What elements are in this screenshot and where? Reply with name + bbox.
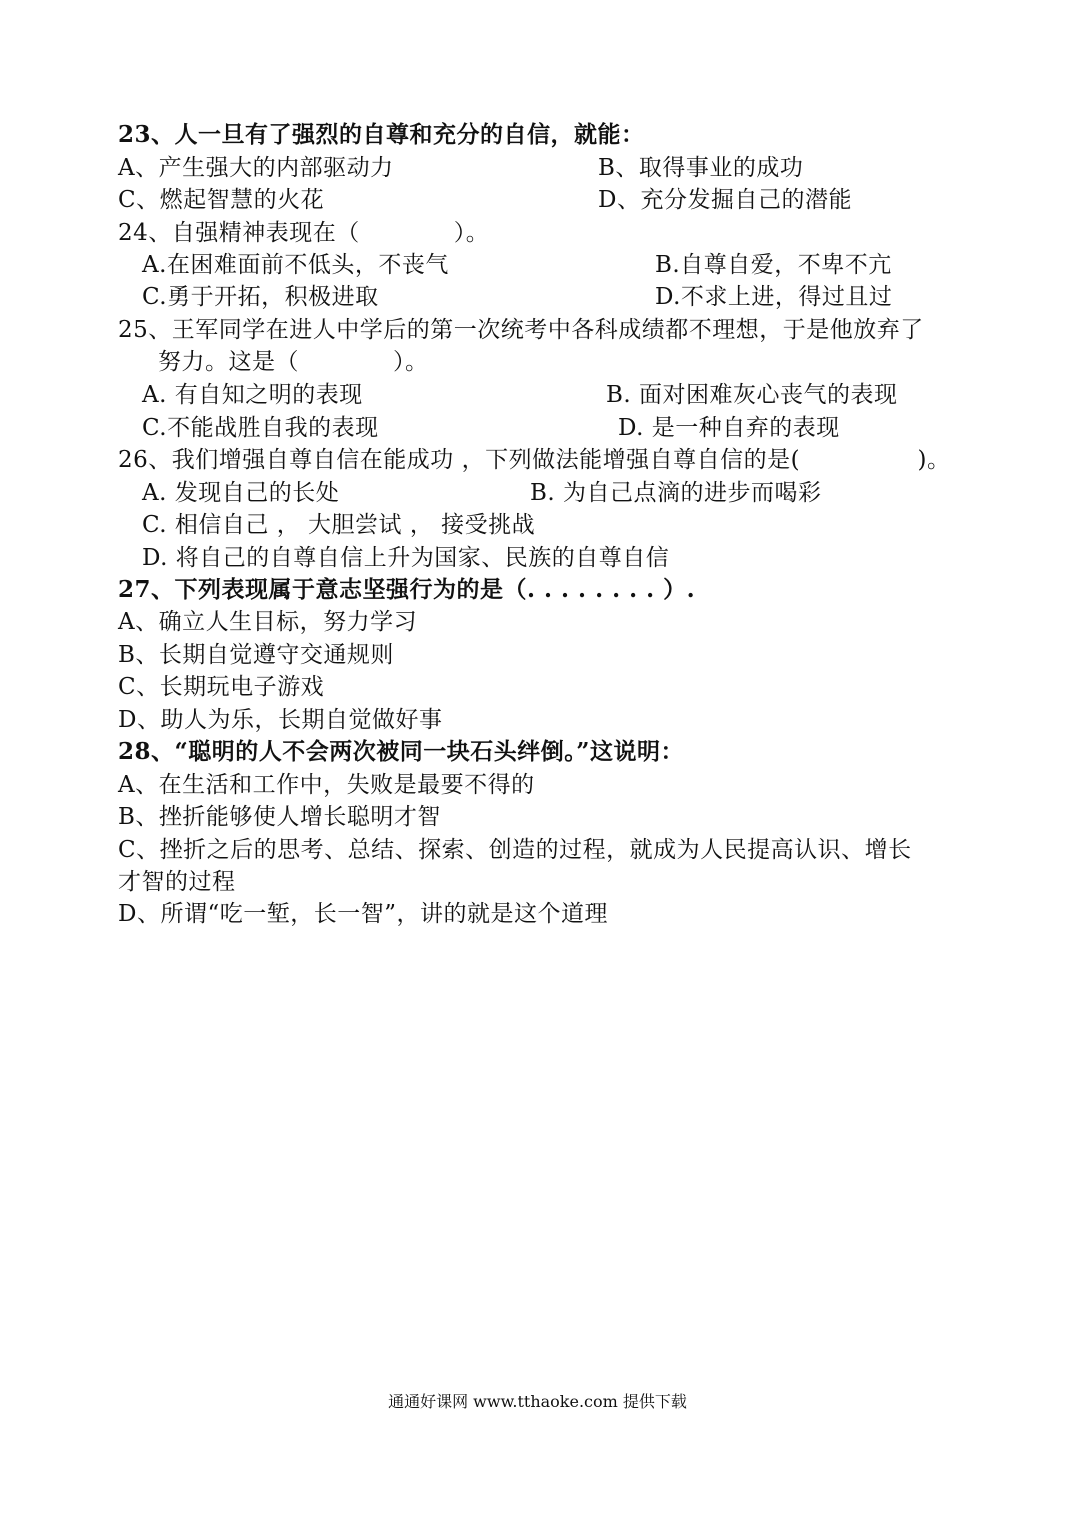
- question-26-stem: 26、我们增强自尊自信在能成功 ，下列做法能增强自尊自信的是( )。: [118, 447, 951, 473]
- question-27-option-d: D、助人为乐，长期自觉做好事: [118, 707, 443, 733]
- question-28-option-b: B、挫折能够使人增长聪明才智: [118, 804, 441, 830]
- question-28-stem: 28、“聪明的人不会两次被同一块石头绊倒。”这说明：: [118, 738, 684, 765]
- question-26-option-a: A. 发现自己的长处: [142, 480, 340, 506]
- question-27-option-b: B、长期自觉遵守交通规则: [118, 642, 394, 668]
- question-24-option-c: C.勇于开拓，积极进取: [142, 284, 379, 310]
- question-28-option-a: A、在生活和工作中，失败是最要不得的: [118, 772, 535, 798]
- question-23-stem: 23、人一旦有了强烈的自尊和充分的自信，就能：: [118, 121, 645, 148]
- question-28-option-c: C、挫折之后的思考、总结、探索、创造的过程，就成为人民提高认识、增长: [118, 837, 912, 863]
- page-footer: 通通好课网 www.tthaoke.com 提供下载: [388, 1392, 687, 1411]
- question-27-option-a: A、确立人生目标，努力学习: [118, 609, 418, 635]
- question-23-option-c: C、燃起智慧的火花: [118, 187, 325, 213]
- question-27-option-c: C、长期玩电子游戏: [118, 674, 325, 700]
- question-25-stem-line-2: 努力。这是（ ）。: [158, 349, 429, 375]
- question-24-option-a: A.在困难面前不低头，不丧气: [142, 252, 449, 278]
- question-25-option-c: C.不能战胜自我的表现: [142, 415, 379, 441]
- question-24-option-b: B.自尊自爱，不卑不亢: [655, 252, 892, 278]
- question-27-stem: 27、下列表现属于意志坚强行为的是（. . . . . . . . ）.: [118, 576, 696, 603]
- question-28-option-c-continued: 才智的过程: [118, 869, 236, 895]
- question-26-option-d: D. 将自己的自尊自信上升为国家、民族的自尊自信: [142, 545, 670, 571]
- question-24-stem: 24、自强精神表现在（ ）。: [118, 220, 490, 246]
- question-24-option-d: D.不求上进，得过且过: [655, 284, 893, 310]
- question-23-option-b: B、取得事业的成功: [598, 155, 804, 181]
- question-25-stem-line-1: 25、王军同学在进人中学后的第一次统考中各科成绩都不理想，于是他放弃了: [118, 317, 924, 343]
- question-26-option-b: B. 为自己点滴的进步而喝彩: [530, 480, 822, 506]
- question-23-option-a: A、产生强大的内部驱动力: [118, 155, 394, 181]
- question-25-option-a: A. 有自知之明的表现: [142, 382, 363, 408]
- question-28-option-d: D、所谓“吃一堑，长一智”，讲的就是这个道理: [118, 901, 608, 927]
- question-25-option-d: D. 是一种自弃的表现: [618, 415, 840, 441]
- question-23-option-d: D、充分发掘自己的潜能: [598, 187, 852, 213]
- question-26-option-c: C. 相信自己 ， 大胆尝试 ， 接受挑战: [142, 512, 536, 538]
- question-25-option-b: B. 面对困难灰心丧气的表现: [606, 382, 898, 408]
